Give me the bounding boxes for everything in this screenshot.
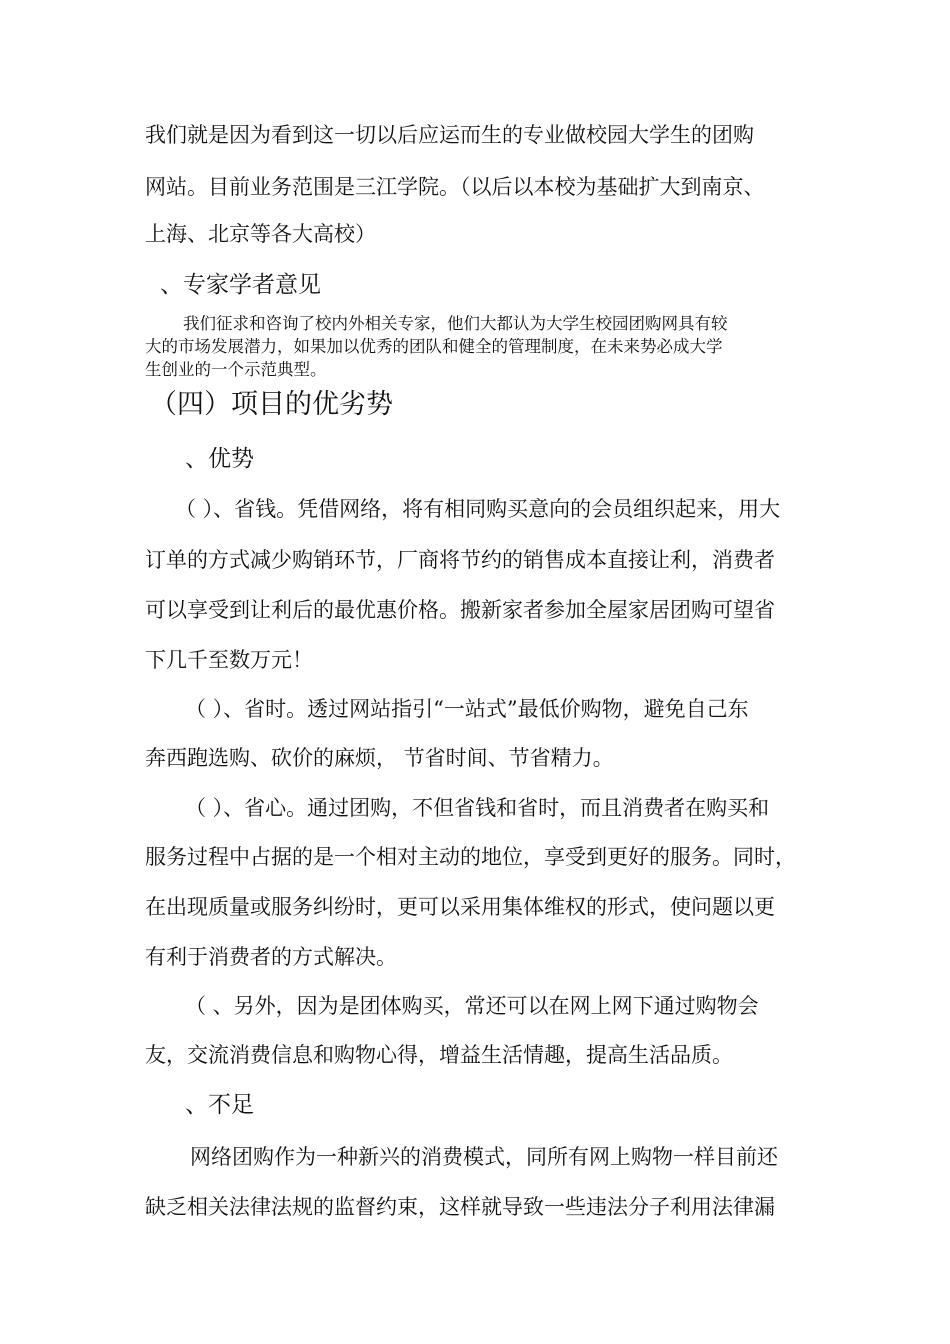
adv-item1-line-4: 下几千至数万元！	[145, 648, 313, 672]
adv-item1-line-1: （ ）、省钱。凭借网络，将有相同购买意向的会员组织起来，用大	[175, 497, 781, 521]
adv-item3-line-4: 有利于消费者的方式解决。	[145, 945, 397, 969]
expert-line-2: 大的市场发展潜力，如果加以优秀的团队和健全的管理制度，在未来势必成大学	[145, 337, 723, 356]
adv-item4-line-1: （ 、另外，因为是团体购买，常还可以在网上网下通过购物会	[185, 994, 759, 1018]
adv-item4-line-2: 友，交流消费信息和购物心得，增益生活情趣，提高生活品质。	[145, 1043, 733, 1067]
expert-line-3: 生创业的一个示范典型。	[145, 360, 327, 379]
adv-item1-line-2: 订单的方式减少购销环节，厂商将节约的销售成本直接让利，消费者	[145, 548, 775, 572]
expert-line-1: 我们征求和咨询了校内外相关专家，他们大都认为大学生校园团购网具有较	[183, 314, 728, 333]
section-four-heading: （四）项目的优劣势	[150, 389, 393, 420]
intro-line-3: 上海、北京等各大高校）	[145, 222, 376, 246]
expert-heading: 、专家学者意见	[160, 272, 321, 298]
adv-item2-line-2: 奔西跑选购、砍价的麻烦， 节省时间、节省精力。	[145, 746, 614, 770]
disadv-line-1: 网络团购作为一种新兴的消费模式，同所有网上购物一样目前还	[190, 1145, 778, 1169]
advantages-heading: 、优势	[185, 446, 254, 472]
adv-item3-line-3: 在出现质量或服务纠纷时，更可以采用集体维权的形式，使问题以更	[145, 895, 775, 919]
adv-item3-line-2: 服务过程中占据的是一个相对主动的地位，享受到更好的服务。同时，	[145, 845, 796, 869]
adv-item3-line-1: （ ）、省心。通过团购，不但省钱和省时，而且消费者在购买和	[185, 796, 770, 820]
intro-line-1: 我们就是因为看到这一切以后应运而生的专业做校园大学生的团购	[145, 123, 754, 147]
disadv-line-2: 缺乏相关法律法规的监督约束，这样就导致一些违法分子利用法律漏	[145, 1195, 775, 1219]
adv-item1-line-3: 可以享受到让利后的最优惠价格。搬新家者参加全屋家居团购可望省	[145, 598, 775, 622]
intro-line-2: 网站。目前业务范围是三江学院。（以后以本校为基础扩大到南京、	[145, 175, 765, 199]
disadvantages-heading: 、不足	[185, 1092, 254, 1118]
adv-item2-line-1: （ ）、省时。透过网站指引“一站式”最低价购物，避免自己东	[185, 697, 749, 721]
